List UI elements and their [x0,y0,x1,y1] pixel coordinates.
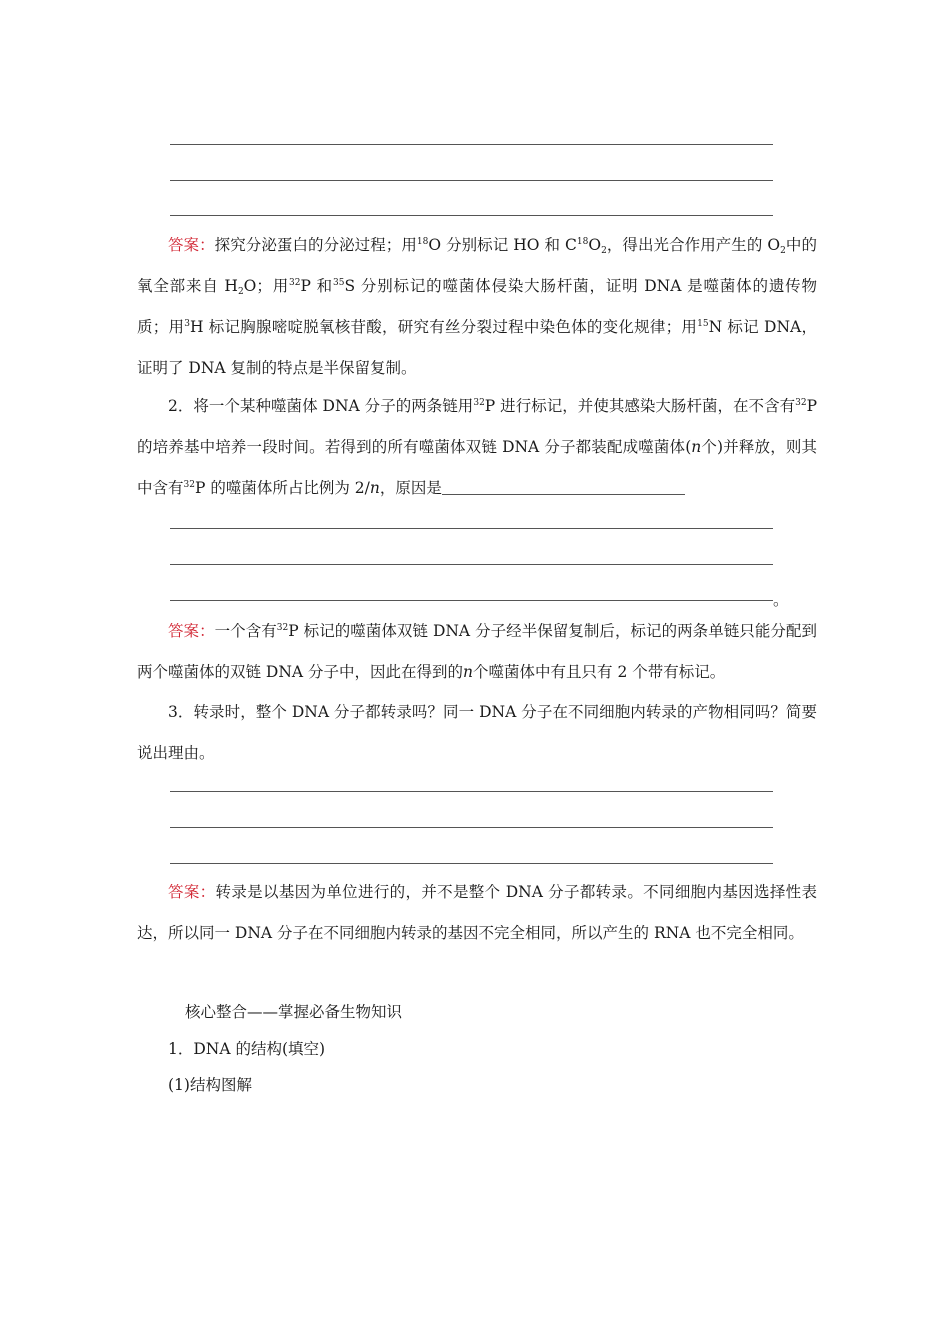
section-item: 1．DNA 的结构(填空) [168,1040,326,1058]
q1-answer: 答案：探究分泌蛋白的分泌过程；用$^{18}$O 分别标记 HO 和 $C^{18}O_2$，得出光合作用产生的 $O_2$中的氧全部来自 $H_2O$；用$^{32}$P 和$^{35}$S 分别标记的噬菌体侵染大肠杆菌，证明 DNA 是噬菌体的遗传物质；用$^3$H 标记胸腺嘧啶脱氧核苷酸，研究有丝分裂过程中染色体的变化规律；用$^{15}$N 标记 DNA，证明了 DNA 复制的特点是半保留复制。 [137,236,817,377]
answer-label: 答案： [168,883,216,901]
answer-line [170,528,773,529]
question-2: 2．将一个某种噬菌体 DNA 分子的两条链用$^{32}$P 进行标记，并使其感染大肠杆菌，在不含有$^{32}$P 的培养基中培养一段时间。若得到的所有噬菌体双链 DNA 分子都装配成噬菌体(n个)并释放，则其中含有$^{32}$P 的噬菌体所占比例为 2/n，原因是 [137,397,818,497]
period-mark: 。 [773,591,789,609]
answer-line [170,791,773,792]
answer-label: 答案： [168,236,215,254]
fill-in-blank [442,493,685,495]
answer-line [170,827,773,828]
answer-line [170,144,773,145]
answer-line [170,180,773,181]
answer-line [170,600,773,601]
q2-answer: 答案：一个含有$^{32}$P 标记的噬菌体双链 DNA 分子经半保留复制后，标记的两条单链只能分配到两个噬菌体的双链 DNA 分子中，因此在得到的n个噬菌体中有且只有 2 个带有标记。 [137,622,817,681]
answer-line [170,215,773,216]
answer-line [170,863,773,864]
answer-label: 答案： [168,622,215,640]
section-subitem: (1)结构图解 [168,1076,252,1094]
question-3: 3．转录时，整个 DNA 分子都转录吗？同一 DNA 分子在不同细胞内转录的产物相同吗？简要说出理由。 [137,703,817,762]
answer-line [170,564,773,565]
section-heading: 核心整合——掌握必备生物知识 [185,1003,403,1021]
q3-answer: 答案：转录是以基因为单位进行的，并不是整个 DNA 分子都转录。不同细胞内基因选择性表达，所以同一 DNA 分子在不同细胞内转录的基因不完全相同，所以产生的 RNA 也不完全相同。 [137,883,817,942]
